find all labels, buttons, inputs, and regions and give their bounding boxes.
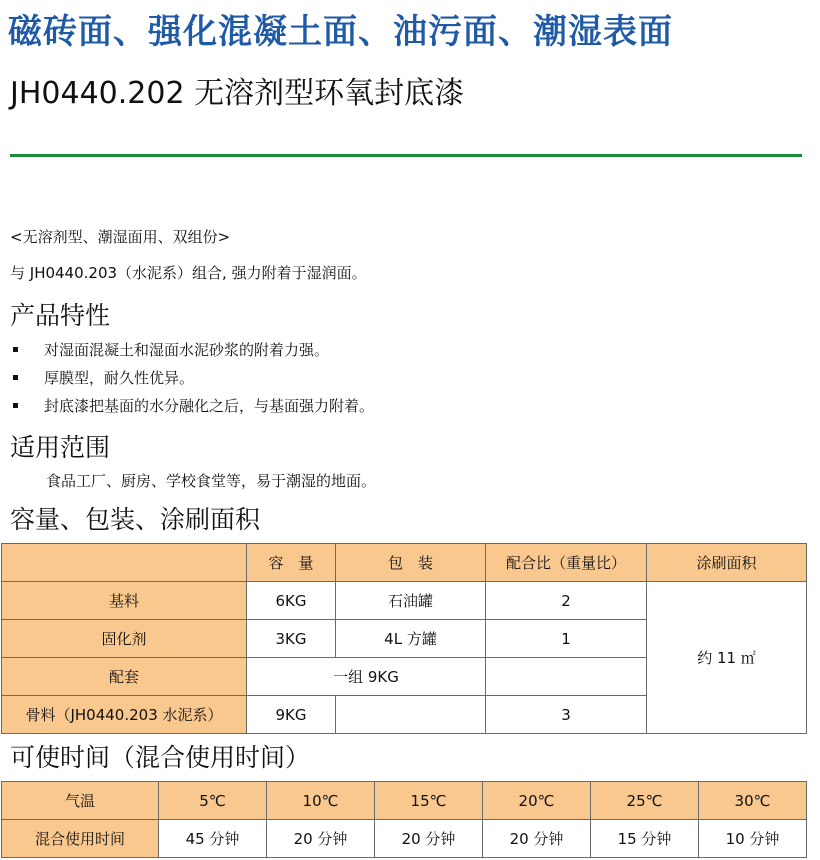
pot-life-table [1,781,807,858]
table-cell: 20 分钟 [267,820,375,858]
table-row [2,782,807,820]
table-cell: 一组 9KG [247,658,486,696]
row-label: 配套 [2,658,247,696]
table-cell: 3 [486,696,647,734]
table-cell: 4L 方罐 [336,620,486,658]
table-cell [336,696,486,734]
table-cell: 石油罐 [336,582,486,620]
list-item [10,368,374,396]
features-list [10,340,374,424]
table-cell: 2 [486,582,647,620]
table-cell: 20 分钟 [375,820,483,858]
scope-heading: 适用范围 [10,433,111,462]
feature-text: 对湿面混凝土和湿面水泥砂浆的附着力强。 [44,341,330,359]
divider [10,154,802,157]
table-row [2,820,807,858]
feature-text: 厚膜型，耐久性优异。 [44,369,195,387]
table-cell: 10 分钟 [699,820,807,858]
bullet-icon [13,403,18,408]
table-cell: 45 分钟 [159,820,267,858]
page-title: 磁砖面、强化混凝土面、油污面、潮湿表面 [8,12,673,52]
bullet-icon [13,375,18,380]
product-title: JH0440.202 无溶剂型环氧封底漆 [10,76,465,111]
table-header-cell [2,544,247,582]
table-row [2,582,807,620]
row-label: 混合使用时间 [2,820,159,858]
list-item [10,340,374,368]
table-header-cell: 配合比（重量比） [486,544,647,582]
table-cell: 6KG [247,582,336,620]
feature-text: 封底漆把基面的水分融化之后，与基面强力附着。 [44,397,375,415]
table-header-cell: 5℃ [159,782,267,820]
table-cell: 3KG [247,620,336,658]
coverage-cell: 约 11 ㎡ [647,582,807,734]
row-label: 骨料（JH0440.203 水泥系） [2,696,247,734]
table-cell: 1 [486,620,647,658]
table-header-cell: 包 装 [336,544,486,582]
table-header-cell: 10℃ [267,782,375,820]
table-header-cell: 涂刷面积 [647,544,807,582]
table-cell: 9KG [247,696,336,734]
pot-life-heading: 可使时间（混合使用时间） [10,743,311,772]
capacity-heading: 容量、包装、涂刷面积 [10,505,261,534]
table-header-cell: 15℃ [375,782,483,820]
table-header-cell: 容 量 [247,544,336,582]
table-cell: 20 分钟 [483,820,591,858]
bullet-icon [13,347,18,352]
product-tags: <无溶剂型、潮湿面用、双组份> [10,228,231,246]
table-header-cell: 20℃ [483,782,591,820]
capacity-table [1,543,807,734]
table-header-cell: 25℃ [591,782,699,820]
row-label: 基料 [2,582,247,620]
table-cell: 15 分钟 [591,820,699,858]
table-row [2,544,807,582]
scope-text: 食品工厂、厨房、学校食堂等，易于潮湿的地面。 [46,472,377,490]
row-label: 气温 [2,782,159,820]
list-item [10,396,374,424]
product-description: 与 JH0440.203（水泥系）组合, 强力附着于湿润面。 [10,264,367,282]
table-header-cell: 30℃ [699,782,807,820]
row-label: 固化剂 [2,620,247,658]
table-cell [486,658,647,696]
features-heading: 产品特性 [10,301,111,330]
